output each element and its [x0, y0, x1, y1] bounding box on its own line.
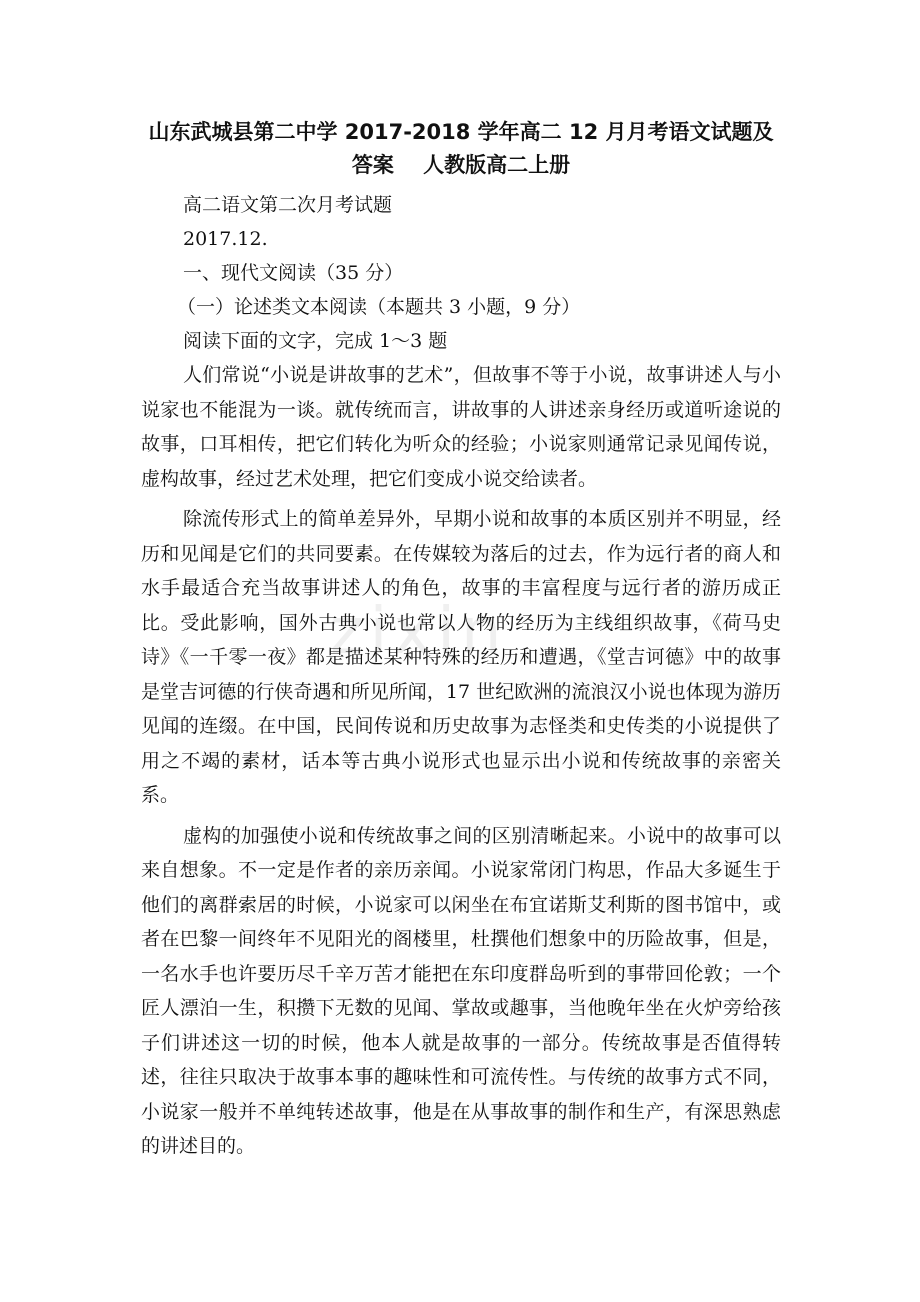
document-title	[141, 116, 781, 182]
subsection-heading: （一）论述类文本阅读（本题共 3 小题，9 分）	[177, 296, 581, 318]
title-line-2: 答案 人教版高二上册	[351, 153, 571, 177]
document-page	[141, 116, 781, 1170]
exam-date: 2017.12.	[183, 228, 268, 250]
title-line-1: 山东武城县第二中学 2017-2018 学年高二 12 月月考语文试题及	[148, 120, 774, 144]
section-heading: 一、现代文阅读（35 分）	[183, 262, 404, 284]
reading-instruction: 阅读下面的文字，完成 1～3 题	[183, 330, 448, 352]
body-paragraph-3: 虚构的加强使小说和传统故事之间的区别清晰起来。小说中的故事可以来自想象。不一定是作者的亲历亲闻。小说家常闭门构思，作品大多诞生于他们的离群索居的时候，小说家可以闲坐在布宜诺斯艾利斯的图书馆中，或者在巴黎一间终年不见阳光的阁楼里，杜撰他们想象中的历险故事，但是，一名水手也许要历尽千辛万苦才能把在东印度群岛听到的事带回伦敦；一个匠人漂泊一生，积攒下无数的见闻、掌故或趣事，当他晚年坐在火炉旁给孩子们讲述这一切的时候，他本人就是故事的一部分。传统故事是否值得转述，往往只取决于故事本事的趣味性和可流传性。与传统的故事方式不同，小说家一般并不单纯转述故事，他是在从事故事的制作和生产，有深思熟虑的讲述目的。	[141, 824, 781, 1157]
exam-subtitle: 高二语文第二次月考试题	[183, 194, 393, 216]
body-paragraph-1: 人们常说“小说是讲故事的艺术”，但故事不等于小说，故事讲述人与小说家也不能混为一谈。就传统而言，讲故事的人讲述亲身经历或道听途说的故事，口耳相传，把它们转化为听众的经验；小说家则通常记录见闻传说，虚构故事，经过艺术处理，把它们变成小说交给读者。	[141, 364, 781, 490]
body-paragraph-2: 除流传形式上的简单差异外，早期小说和故事的本质区别并不明显，经历和见闻是它们的共同要素。在传媒较为落后的过去，作为远行者的商人和水手最适合充当故事讲述人的角色，故事的丰富程度与远行者的游历成正比。受此影响，国外古典小说也常以人物的经历为主线组织故事，《荷马史诗》《一千零一夜》都是描述某种特殊的经历和遭遇，《堂吉诃德》中的故事是堂吉诃德的行侠奇遇和所见所闻，17 世纪欧洲的流浪汉小说也体现为游历见闻的连缀。在中国，民间传说和历史故事为志怪类和史传类的小说提供了用之不竭的素材，话本等古典小说形式也显示出小说和传统故事的亲密关系。	[141, 508, 781, 806]
watermark: zixin	[330, 595, 508, 669]
